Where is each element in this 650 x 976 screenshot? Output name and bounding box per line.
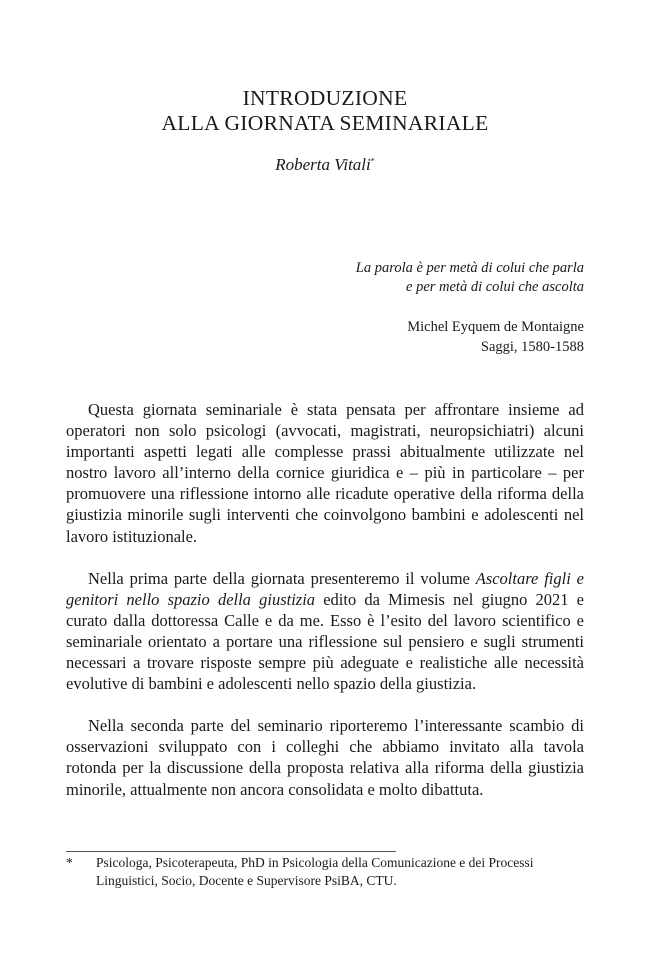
author-footnote-mark: *: [370, 156, 375, 166]
epigraph-source-author: Michel Eyquem de Montaigne: [407, 319, 584, 335]
chapter-title: [0, 86, 650, 136]
paragraph-1: Questa giornata seminariale è stata pensata per affrontare insieme ad operatori non solo psicologi (avvocati, magistrati, neuropsichiatri) alcuni importanti aspetti legati alle complesse prassi abitualmente utilizzate nel nostro lavoro all’interno della cornice giuridica e – più in particolare – per promuovere una riflessione intorno alle ricadute operative della riforma della giustizia minorile sugli interventi che coinvolgono bambini e adolescenti nel lavoro istituzionale.: [66, 400, 584, 546]
body-text: [66, 399, 584, 800]
chapter-title-line-2: ALLA GIORNATA SEMINARIALE: [161, 111, 489, 135]
paragraph-2-end: edito da Mimesis nel giugno 2021 e curato dalla dottoressa Calle e da me. Esso è l’esito del lavoro scientifico e seminariale orientato a portare una riflessione sul pensiero e sugli strumenti necessari a trovare risposte sempre più adeguate e realistiche alle necessità evolutive di bambini e adolescenti nello spazio della giustizia.: [66, 589, 584, 694]
epigraph-line-1: La parola è per metà di colui che parla: [355, 260, 584, 276]
author-line: [0, 155, 650, 175]
author-name: Roberta Vitali: [275, 155, 371, 174]
paragraph-2-start: Nella prima parte della giornata presenteremo il volume: [88, 568, 476, 588]
chapter-title-line-1: INTRODUZIONE: [242, 86, 408, 110]
epigraph-source-work: Saggi, 1580-1588: [480, 338, 584, 355]
paragraph-3: Nella seconda parte del seminario riporteremo l’interessante scambio di osservazioni sviluppato con i colleghi che abbiamo invitato alla tavola rotonda per la discussione della proposta relativa alla riforma della giustizia minorile, attualmente non ancora consolidata e molto dibattuta.: [66, 716, 584, 799]
footnote-mark: *: [66, 855, 73, 870]
footnote-text: Psicologa, Psicoterapeuta, PhD in Psicologia della Comunicazione e dei Processi Linguistici, Socio, Docente e Supervisore PsiBA, CTU.: [96, 855, 534, 888]
epigraph-quote: [244, 259, 584, 297]
paragraph-2: [66, 568, 584, 695]
epigraph-attribution: [244, 318, 584, 357]
epigraph-line-2: e per metà di colui che ascolta: [406, 279, 584, 295]
footnote: [66, 854, 586, 889]
book-title: Ascoltare figli e genitori nello spazio della giustizia: [66, 568, 584, 609]
footnote-divider: [66, 851, 396, 852]
